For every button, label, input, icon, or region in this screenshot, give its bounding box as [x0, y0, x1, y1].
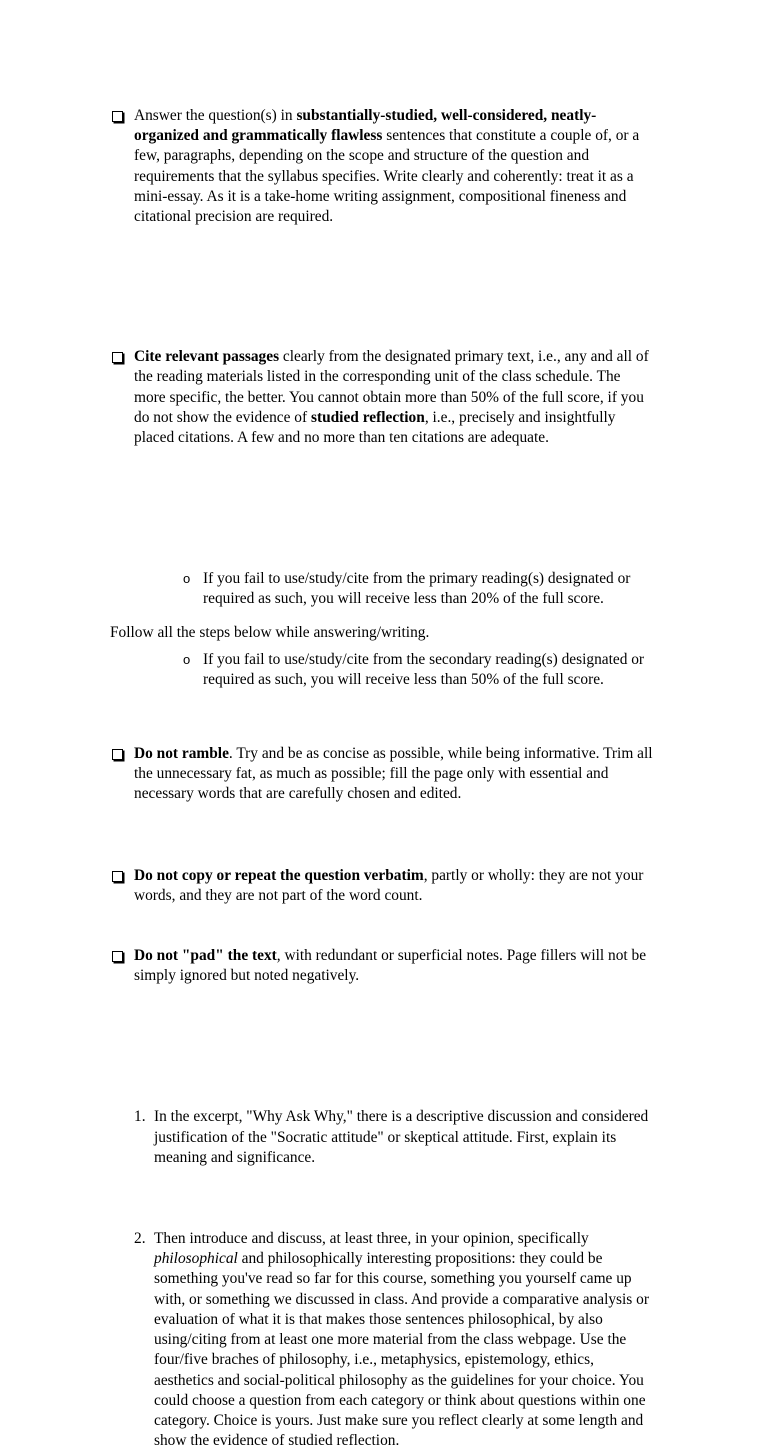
checkbox-bullet-icon — [112, 951, 123, 962]
bullet-cite-passages — [134, 347, 654, 448]
text-run: and philosophically interesting propositions: they could be something you've read so far for this course, something you yourself came up with, or something we discussed in class. And provide a comparative analysis or evaluation of what it is that makes those sentences philosophical, by also using/citing from at least one more material from the class webpage. Use the four/five braches of philosophy, i.e., metaphysics, epistemology, ethics, aesthetics and social-political philosophy as the guidelines for your choice. You could choose a question from each category or think about questions within one category. Choice is yours. Just make sure you reflect clearly at some length and show the evidence of studied reflection. — [154, 1250, 649, 1450]
text-run: clearly from the designated primary text, i.e., any and all of the reading materials listed in the corresponding unit of the class schedule. The more specific, the better. You cannot obtain more than 50% of the full score, if you do not show the evidence of — [134, 348, 649, 426]
text-run: , partly or wholly: they are not your words, and they are not part of the word count. — [134, 866, 644, 904]
text-run: In the excerpt, "Why Ask Why," there is a descriptive discussion and considered justification of the "Socratic attitude" or skeptical attitude. First, explain its meaning and significance. — [154, 1108, 649, 1166]
step-text — [154, 1229, 654, 1451]
bullet-text — [134, 106, 654, 227]
checkbox-bullet-icon — [112, 871, 123, 882]
sub-bullet-primary-reading — [183, 569, 651, 609]
text-run-bold: Cite relevant passages — [134, 348, 280, 366]
text-run: sentences that constitute a couple of, or a few, paragraphs, depending on the scope and structure of the question and requirements that the syllabus specifies. Write clearly and coherently: treat it as a mini-essay. As it is a take-home writing assignment, compositional fineness and citational precision are required. — [134, 127, 640, 226]
bullet-text — [134, 866, 654, 906]
text-run: Answer the question(s) in — [134, 107, 297, 124]
step-number: 2. — [134, 1230, 146, 1248]
text-run-bold: Do not ramble — [134, 745, 229, 763]
text-run-bold: studied reflection — [310, 408, 425, 426]
text-run: , with redundant or superficial notes. Page fillers will not be simply ignored but noted negatively. — [134, 947, 647, 985]
text-run-bold: Do not copy or repeat the question verbatim — [134, 866, 424, 884]
checkbox-bullet-icon — [112, 352, 123, 363]
bullet-answer-questions — [134, 106, 654, 227]
bullet-do-not-copy — [134, 866, 654, 906]
text-run-bold: substantially-studied, well-considered, neatly-organized and grammatically flawless — [134, 107, 597, 145]
sub-bullet-marker: o — [183, 571, 191, 587]
sub-bullet-marker: o — [183, 651, 191, 667]
checkbox-bullet-icon — [112, 111, 123, 122]
bullet-do-not-pad — [134, 946, 654, 986]
text-run-italic: philosophical — [154, 1250, 238, 1268]
sub-bullet-text: If you fail to use/study/cite from the secondary reading(s) designated or required as such, you will receive less than 50% of the full score. — [203, 650, 645, 688]
step-item — [134, 1229, 654, 1451]
sub-bullet-text: If you fail to use/study/cite from the primary reading(s) designated or required as such, you will receive less than 20% of the full score. — [203, 570, 631, 608]
text-run-bold: Do not "pad" the text — [134, 947, 277, 965]
bullet-text — [134, 744, 654, 805]
step-text — [154, 1107, 654, 1168]
text-run: . Try and be as concise as possible, while being informative. Trim all the unnecessary fat, as much as possible; fill the page only with essential and necessary words that are carefully chosen and edited. — [134, 745, 653, 803]
text-run: Then introduce and discuss, at least three, in your opinion, specifically — [154, 1230, 589, 1248]
step-item — [134, 1107, 654, 1168]
checkbox-bullet-icon — [112, 749, 123, 760]
sub-bullet-secondary-reading — [183, 650, 651, 690]
bullet-do-not-ramble — [134, 744, 654, 805]
instructions-intro: Follow all the steps below while answering/writing. — [110, 624, 430, 641]
bullet-text — [134, 347, 654, 448]
text-run: , i.e., precisely and insightfully placed citations. A few and no more than ten citations are adequate. — [134, 408, 616, 447]
bullet-text — [134, 946, 654, 986]
step-number: 1. — [134, 1108, 146, 1126]
